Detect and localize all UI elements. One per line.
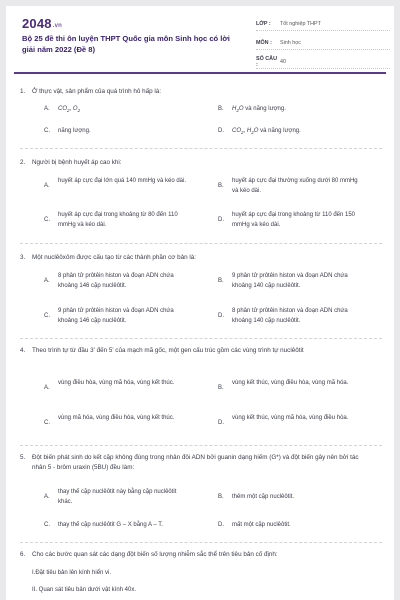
exam-meta	[256, 17, 390, 74]
q6-step-1: I.Đặt tiêu bản lên kính hiển vi.	[32, 570, 112, 576]
q6-step-2: II. Quan sát tiêu bản dưới vật kính 40x.	[32, 587, 137, 593]
site-logo[interactable]: 2048.vn	[22, 16, 63, 31]
exam-sheet: 2048.vn Bộ 25 đề thi ôn luyện THPT Quốc gia môn Sinh học có lời giải năm 2022 (Đề 8) LỚP : Tốt nghiệp THPT MÔN : Sinh học SỐ CÂU : 40 1. Ở thực vật, sản phẩm của quá trình hô hấp là: A. $CO_2$, $O_2$ B. $H_2O$ và năng lượng. C. năng lượng. D. $CO_2$, $H_2O$ và năng lượng. 2. Người bị bệnh huyết áp cao khi: A. huyết áp cực đại lớn quá 140 mmHg và kéo dài. B. huyết áp cực đại thường xuống dưới 80 mmHg và kéo dài. C. huyết áp cực đại trong khoảng từ 80 đến 110 mmHg và kéo dài. D. huyết áp cực đại trong khoảng từ 110 đến 150 mmHg và kéo dài. 3. Một nuclêôxôm được cấu tạo từ các thành phần cơ bản là: A. 8 phân tử prôtêin histon và đoạn ADN chứa khoảng 146 cặp nuclêôtit. B. 9 phân tử prôtêin histon và đoạn ADN chứa khoảng 140 cặp nuclêôtit. C. 9 phân tử prôtêin histon và đoạn ADN chứa khoảng 146 cặp nuclêôtit. D. 8 phân tử prôtêin histon và đoạn ADN chứa khoảng 140 cặp nuclêôtit. 4. Theo trình tự từ đầu 3' đến 5' của mạch mã gốc, một gen cấu trúc gồm các vùng trình tự nuclêôtit A. vùng điều hòa, vùng mã hóa, vùng kết thúc. B. vùng kết thúc, vùng điều hòa, vùng mã hóa. C. vùng mã hóa, vùng điều hòa, vùng kết thúc. D. vùng kết thúc, vùng mã hóa, vùng điều hòa. 5. Đột biến phát sinh do kết cặp không đúng trong nhân đôi ADN bởi guanin dạng hiếm (G*) và đột biến gây nên bởi tác nhân 5 - brôm uraxin (5BU) đều làm: A. thay thế cặp nuclêôtit này bằng cặp nuclêôtit khác. B. thêm một cặp nuclêôtit. C. thay thế cặp nuclêôtit G – X bằng A – T. D. mất một cặp nuclêôtit. 6. Cho các bước quan sát các dạng đột biến số lượng nhiễm sắc thể trên tiêu bản cố định: I.Đặt tiêu bản lên kính hiển vi. II. Quan sát tiêu bản dưới vật kính 40x.	[6, 6, 394, 600]
question-divider	[20, 445, 382, 446]
question-divider	[20, 148, 382, 149]
question-divider	[20, 243, 382, 244]
meta-subject: MÔN : Sinh học	[256, 36, 390, 50]
header	[6, 6, 394, 72]
question-divider	[20, 542, 382, 543]
question-divider	[20, 338, 382, 339]
meta-class: LỚP : Tốt nghiệp THPT	[256, 17, 390, 31]
document-title: Bộ 25 đề thi ôn luyện THPT Quốc gia môn Sinh học có lời giải năm 2022 (Đề 8)	[22, 34, 230, 54]
meta-question-count: SỐ CÂU : 40	[256, 55, 390, 69]
